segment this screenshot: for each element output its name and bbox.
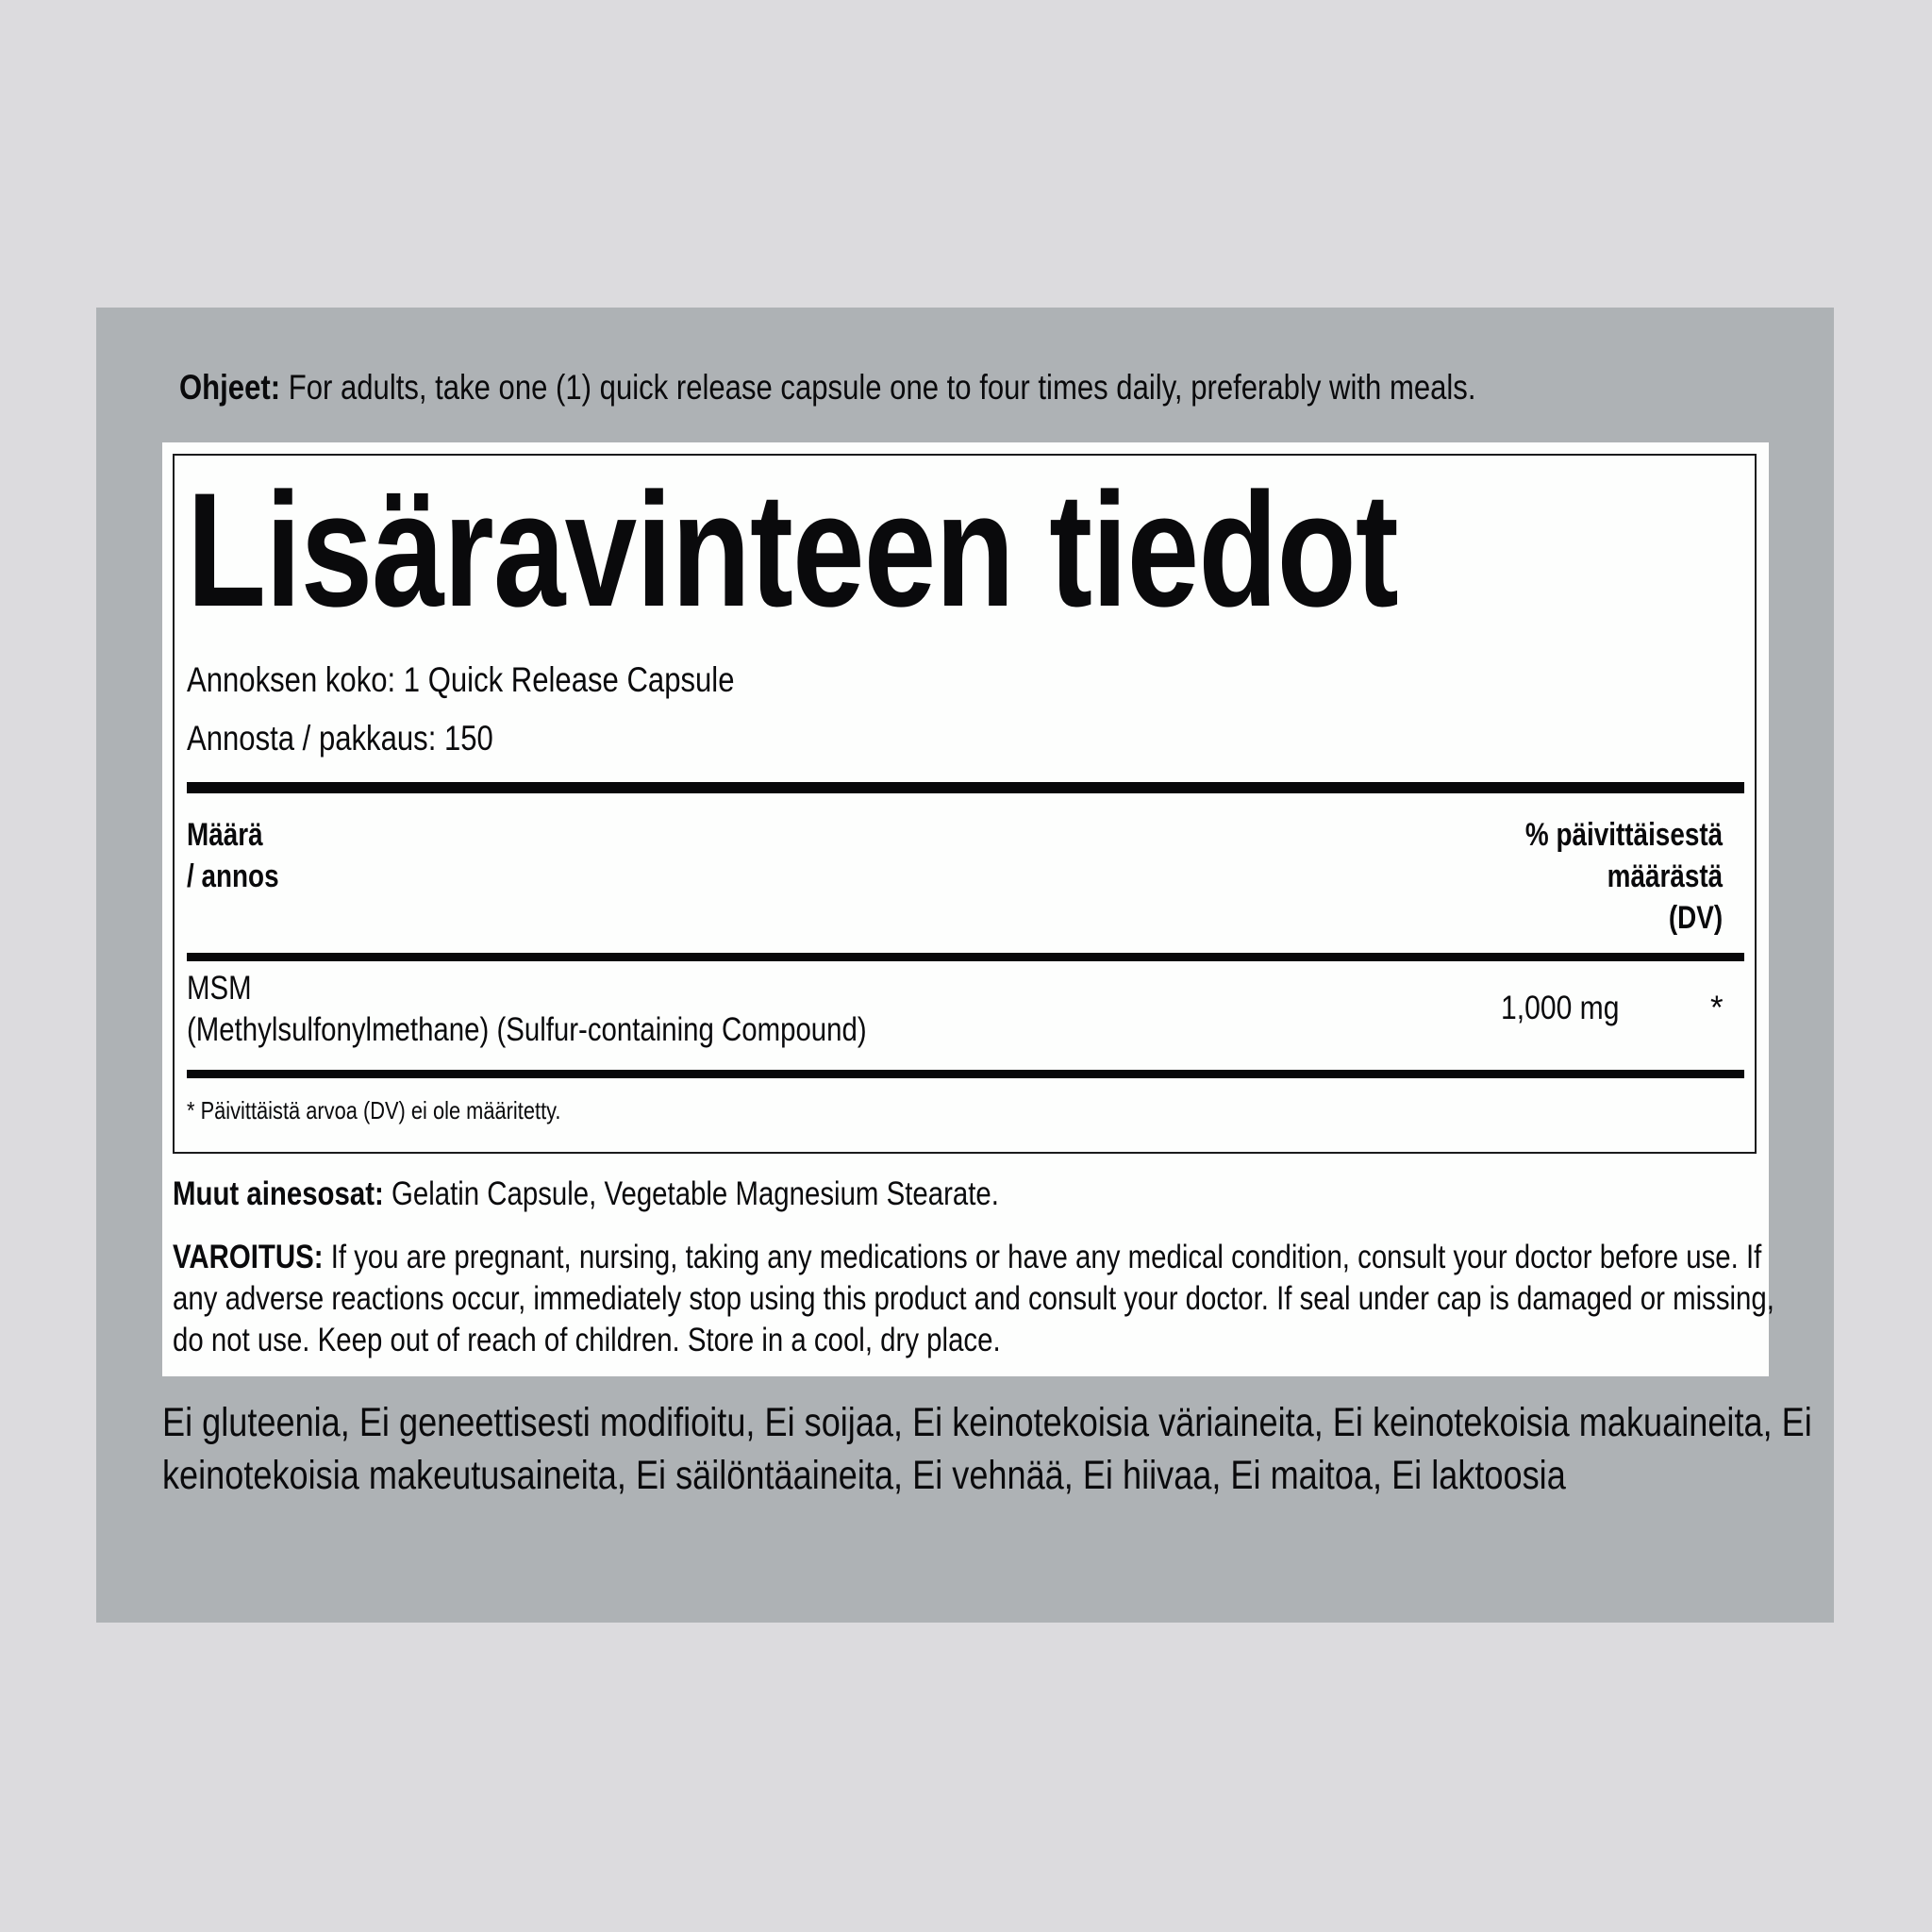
- facts-title: Lisäravinteen tiedot: [187, 459, 1398, 641]
- dv-header-line1: % päivittäisestä: [1524, 817, 1723, 853]
- daily-value-header: [1525, 814, 1723, 939]
- dv-header-line2: määrästä: [1607, 858, 1723, 894]
- warning-label: VAROITUS:: [173, 1239, 324, 1275]
- ingredient-amount: 1,000 mg: [1501, 990, 1620, 1026]
- other-ingredients-label: Muut ainesosat:: [173, 1175, 384, 1212]
- serving-size: Annoksen koko: 1 Quick Release Capsule: [187, 660, 735, 699]
- footnote: * Päivittäistä arvoa (DV) ei ole määritetty.: [187, 1096, 561, 1124]
- ingredient-dv: *: [1710, 990, 1724, 1026]
- warning-text: If you are pregnant, nursing, taking any medications or have any medical condition, consult your doctor before use. If any adverse reactions occur, immediately stop using this product and consult your doctor. If seal under cap is damaged or missing, do not use. Keep out of reach of children. Store in a cool, dry place.: [173, 1239, 1774, 1358]
- other-ingredients: [173, 1175, 999, 1213]
- warning: [173, 1237, 1781, 1361]
- directions-text: For adults, take one (1) quick release capsule one to four times daily, preferably with meals.: [288, 368, 1476, 407]
- servings-per-container: Annosta / pakkaus: 150: [187, 719, 493, 758]
- free-from-claims: Ei gluteenia, Ei geneettisesti modifioitu, Ei soijaa, Ei keinotekoisia väriaineita, Ei keinotekoisia makuaineita, Ei keinotekoisia makeutusaineita, Ei säilöntäaineita, Ei vehnää, Ei hiivaa, Ei maitoa, Ei laktoosia: [162, 1400, 1812, 1498]
- thick-divider: [187, 782, 1744, 793]
- dv-header-line3: (DV): [1668, 900, 1723, 936]
- amount-header-line1: Määrä: [187, 817, 263, 853]
- medium-divider: [187, 953, 1744, 961]
- amount-header-line2: / annos: [187, 858, 279, 894]
- ingredient-description: (Methylsulfonylmethane) (Sulfur-containing Compound): [187, 1011, 867, 1048]
- other-ingredients-text: Gelatin Capsule, Vegetable Magnesium Stearate.: [391, 1175, 999, 1212]
- directions-label: Ohjeet:: [179, 368, 281, 407]
- medium-divider: [187, 1070, 1744, 1078]
- directions: [179, 368, 1475, 408]
- ingredient-row: [187, 968, 867, 1051]
- amount-per-serving-header: [187, 814, 279, 897]
- ingredient-name: MSM: [187, 970, 252, 1007]
- supplement-facts-box: [173, 454, 1757, 1154]
